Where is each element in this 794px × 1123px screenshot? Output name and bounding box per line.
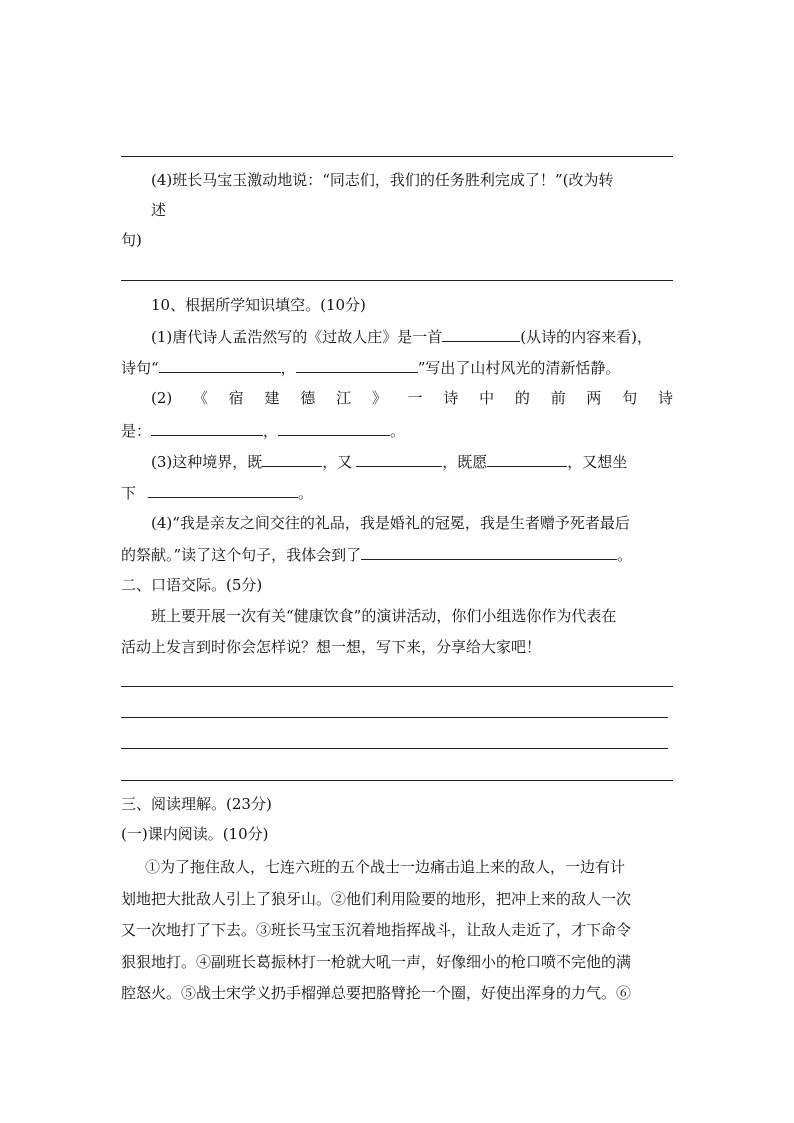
q10-part3-line2	[121, 482, 313, 503]
q10-part2-line2	[121, 420, 405, 441]
q10-p1-text-d: ”写出了山村风光的清新恬静。	[417, 359, 621, 377]
oral-line-1: 班上要开展一次有关“健康饮食”的演讲活动，你们小组选你作为代表在	[151, 607, 617, 625]
reading-line: 划地把大批敌人引上了狼牙山。②他们利用险要的地形，把冲上来的敌人一次	[121, 890, 632, 908]
fill-blank[interactable]	[356, 451, 442, 467]
q10-p1-text-a: (1)唐代诗人孟浩然写的《过故人庄》是一首	[151, 328, 443, 346]
reading-line: 又一次地打了下去。③班长马宝玉沉着地指挥战斗，让敌人走近了，才下命令	[121, 921, 632, 939]
fill-blank[interactable]	[278, 420, 390, 436]
reading-subheading: (一)课内阅读。(10分)	[121, 825, 269, 843]
q10-p2-char: 《	[193, 389, 209, 407]
q10-p1-text-c: 诗句“	[121, 359, 159, 377]
reading-heading: 三、阅读理解。(23分)	[121, 795, 272, 813]
q10-p1-comma: ，	[280, 359, 296, 377]
q10-p2-char: 前	[550, 389, 566, 407]
q10-p2-char: 江	[336, 389, 352, 407]
q10-p2-char: 一	[407, 389, 423, 407]
oral-heading: 二、口语交际。(5分)	[121, 576, 263, 594]
q10-p2-char: 诗	[443, 389, 459, 407]
q10-p2-char: 》	[371, 389, 387, 407]
oral-line-2: 活动上发言到时你会怎样说？想一想，写下来，分享给大家吧！	[121, 638, 542, 656]
q10-p3-text-c: ，既愿	[442, 453, 488, 471]
q10-p2-char: 中	[479, 389, 495, 407]
fill-blank[interactable]	[151, 420, 263, 436]
q10-p4-text-b: 的祭献。”读了这个句子，我体会到了	[121, 546, 362, 564]
answer-line[interactable]	[121, 748, 668, 749]
reading-line: 腔怒火。⑤战士宋学义扔手榴弹总要把胳臂抡一个圈，好使出浑身的力气。⑥	[121, 984, 632, 1002]
q10-p3-text-d: ，又想坐	[567, 453, 628, 471]
q10-part2-line1	[151, 388, 673, 408]
fill-blank[interactable]	[296, 357, 418, 373]
q10-part4-line1: (4)“我是亲友之间交往的礼品，我是婚礼的冠冕，我是生者赠予死者最后	[151, 514, 630, 532]
fill-blank[interactable]	[361, 544, 617, 560]
q10-part4-line2	[121, 544, 632, 565]
answer-line	[121, 280, 673, 281]
reading-line: ①为了拖住敌人，七连六班的五个战士一边痛击追上来的敌人，一边有计	[145, 858, 626, 876]
q10-p1-text-b: (从诗的内容来看)，	[520, 328, 652, 346]
q10-heading: 10、根据所学知识填空。(10分)	[151, 296, 366, 314]
fill-blank[interactable]	[262, 451, 322, 467]
answer-line	[121, 156, 673, 157]
q10-p3-text-a: (3)这种境界，既	[151, 453, 263, 471]
q10-part3-line1	[151, 451, 627, 472]
q10-p2-char: 诗	[657, 389, 673, 407]
fill-blank[interactable]	[159, 357, 281, 373]
q10-p2-char: 两	[586, 389, 602, 407]
q10-p2-char: 建	[264, 389, 280, 407]
q10-p2-char: 的	[514, 389, 530, 407]
q10-p4-end: 。	[617, 546, 633, 564]
answer-line[interactable]	[121, 780, 673, 781]
q10-p3-text-e: 下	[121, 484, 137, 502]
answer-line[interactable]	[121, 686, 673, 687]
q10-p2-char: 句	[622, 389, 638, 407]
q10-p2-end: 。	[390, 422, 406, 440]
q10-p2-text-b: 是：	[121, 422, 152, 440]
q10-part1-line2	[121, 357, 620, 378]
q10-p3-text-b: ，又	[322, 453, 353, 471]
reading-line: 狠狠地打。④副班长葛振林打一枪就大吼一声，好像细小的枪口喷不完他的满	[121, 953, 632, 971]
fill-blank[interactable]	[148, 482, 298, 498]
fill-blank[interactable]	[487, 451, 567, 467]
q10-p2-comma: ，	[263, 422, 279, 440]
q10-part1-line1	[151, 326, 652, 347]
q10-p3-end: 。	[298, 484, 314, 502]
q10-p2-char: 宿	[228, 389, 244, 407]
fill-blank[interactable]	[442, 326, 520, 342]
q4-line-2: 述	[151, 201, 167, 219]
q10-p2-char: (2)	[151, 389, 173, 407]
q10-p2-char: 德	[300, 389, 316, 407]
q4-line-3: 句)	[121, 231, 142, 249]
answer-line[interactable]	[121, 717, 668, 718]
q4-line-1: (4)班长马宝玉激动地说：“同志们，我们的任务胜利完成了！”(改为转	[151, 171, 614, 189]
